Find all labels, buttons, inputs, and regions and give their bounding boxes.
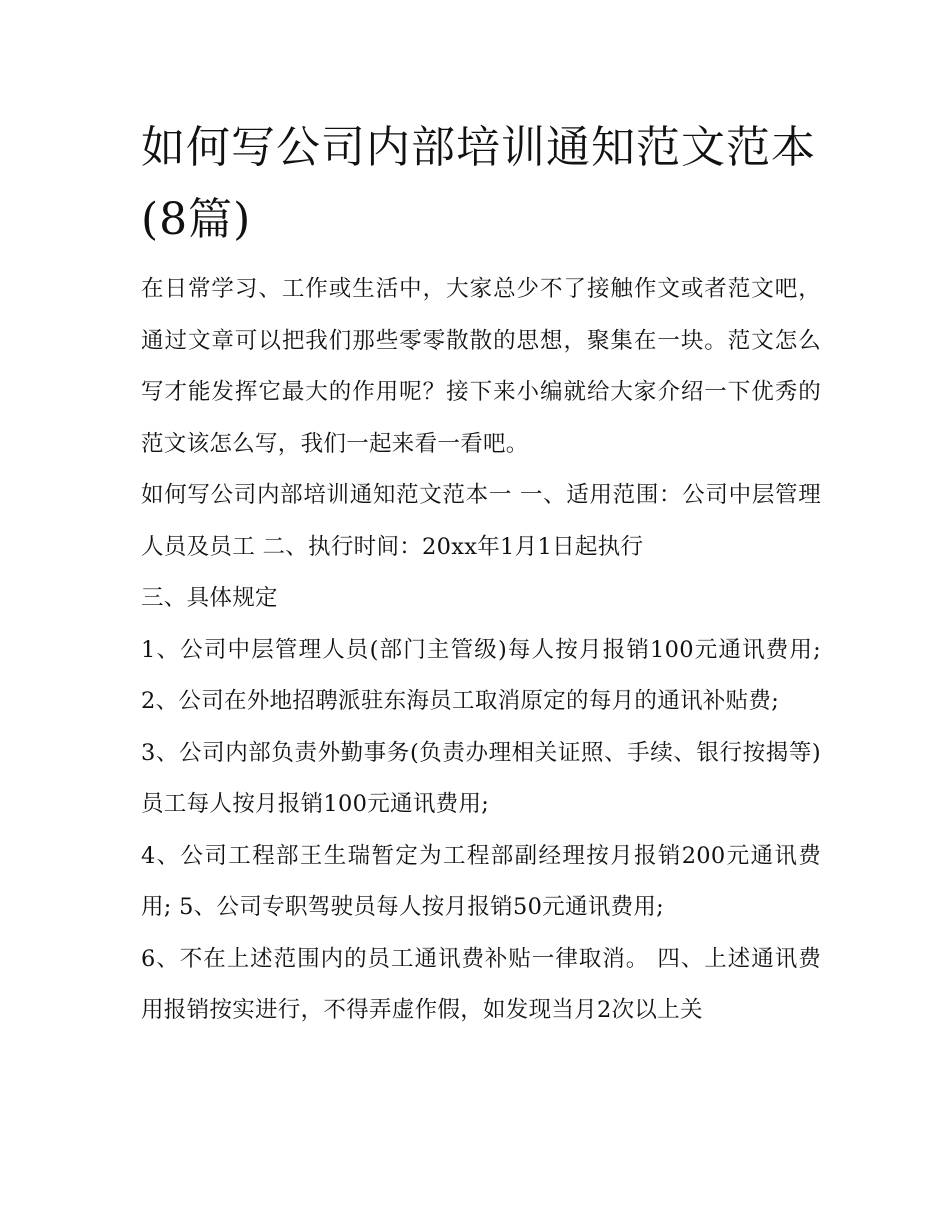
rule-6-paragraph: 6、不在上述范围内的员工通讯费补贴一律取消。 四、上述通讯费用报销按实进行，不得弄虚作假，如发现当月2次以上关 xyxy=(141,945,821,1023)
rule-3-paragraph: 3、公司内部负责外勤事务(负责办理相关证照、手续、银行按揭等)员工每人按月报销100元通讯费用; xyxy=(141,739,821,817)
document-title: 如何写公司内部培训通知范文范本(8篇) xyxy=(141,122,816,245)
section-one-scope-paragraph: 如何写公司内部培训通知范文范本一 一、适用范围：公司中层管理人员及员工 二、执行时间：20xx年1月1日起执行 xyxy=(141,482,821,560)
rule-4-5-paragraph: 4、公司工程部王生瑞暂定为工程部副经理按月报销200元通讯费用; 5、公司专职驾驶员每人按月报销50元通讯费用; xyxy=(141,842,821,920)
section-three-heading: 三、具体规定 xyxy=(141,585,278,611)
intro-paragraph: 在日常学习、工作或生活中，大家总少不了接触作文或者范文吧，通过文章可以把我们那些零零散散的思想，聚集在一块。范文怎么写才能发挥它最大的作用呢？接下来小编就给大家介绍一下优秀的范文该怎么写，我们一起来看一看吧。 xyxy=(141,276,821,457)
rule-1-2-paragraph: 1、公司中层管理人员(部门主管级)每人按月报销100元通讯费用; 2、公司在外地招聘派驻东海员工取消原定的每月的通讯补贴费; xyxy=(141,636,821,714)
document-page xyxy=(141,112,821,1037)
